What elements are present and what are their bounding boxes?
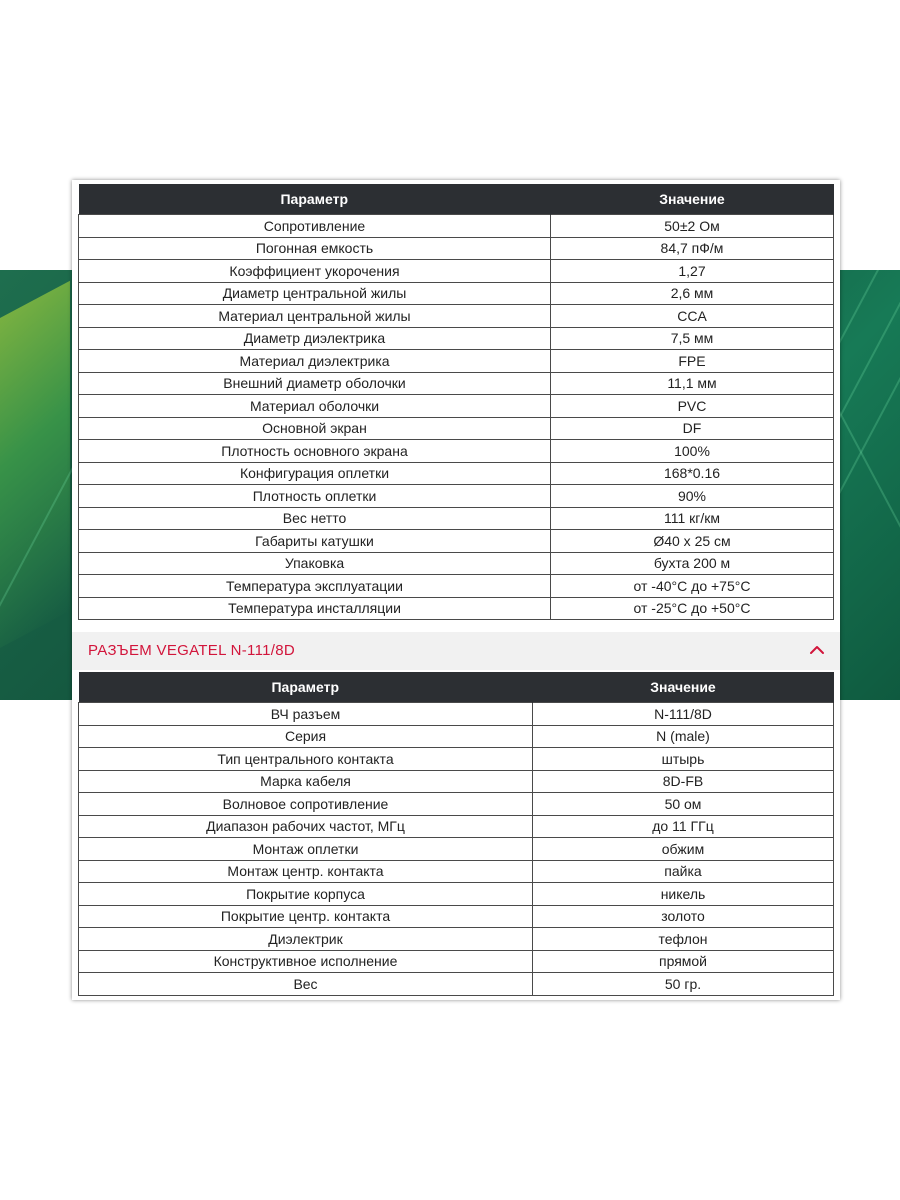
value-cell: 84,7 пФ/м — [551, 237, 834, 260]
table-row — [79, 770, 834, 793]
table-row — [79, 950, 834, 973]
value-cell: пайка — [533, 860, 834, 883]
table-row — [79, 883, 834, 906]
parameter-cell: Коэффициент укорочения — [79, 260, 551, 283]
table-row — [79, 748, 834, 771]
table-row — [79, 530, 834, 553]
table-row — [79, 725, 834, 748]
column-header-value: Значение — [551, 184, 834, 215]
value-cell: 2,6 мм — [551, 282, 834, 305]
parameter-cell: Плотность основного экрана — [79, 440, 551, 463]
value-cell: 11,1 мм — [551, 372, 834, 395]
value-cell: N (male) — [533, 725, 834, 748]
value-cell: штырь — [533, 748, 834, 771]
value-cell: от -40°C до +75°C — [551, 575, 834, 598]
parameter-cell: Волновое сопротивление — [79, 793, 533, 816]
value-cell: 50±2 Ом — [551, 215, 834, 238]
table-row — [79, 793, 834, 816]
value-cell: 7,5 мм — [551, 327, 834, 350]
table-row — [79, 485, 834, 508]
value-cell: обжим — [533, 838, 834, 861]
parameter-cell: ВЧ разъем — [79, 703, 533, 726]
value-cell: FPE — [551, 350, 834, 373]
table-row — [79, 597, 834, 620]
parameter-cell: Диаметр диэлектрика — [79, 327, 551, 350]
value-cell: 50 гр. — [533, 973, 834, 996]
connector-spec-table — [78, 672, 834, 996]
value-cell: 100% — [551, 440, 834, 463]
value-cell: золото — [533, 905, 834, 928]
parameter-cell: Материал оболочки — [79, 395, 551, 418]
parameter-cell: Температура эксплуатации — [79, 575, 551, 598]
cable-spec-table — [78, 184, 834, 620]
connector-section-title: РАЗЪЕМ VEGATEL N-111/8D — [88, 642, 295, 659]
parameter-cell: Диапазон рабочих частот, МГц — [79, 815, 533, 838]
parameter-cell: Плотность оплетки — [79, 485, 551, 508]
parameter-cell: Упаковка — [79, 552, 551, 575]
value-cell: 50 ом — [533, 793, 834, 816]
table-row — [79, 462, 834, 485]
value-cell: от -25°C до +50°C — [551, 597, 834, 620]
table-header-row — [79, 184, 834, 215]
parameter-cell: Серия — [79, 725, 533, 748]
table-row — [79, 237, 834, 260]
parameter-cell: Конфигурация оплетки — [79, 462, 551, 485]
chevron-up-icon[interactable] — [808, 641, 826, 659]
value-cell: DF — [551, 417, 834, 440]
table-row — [79, 440, 834, 463]
parameter-cell: Габариты катушки — [79, 530, 551, 553]
table-row — [79, 395, 834, 418]
value-cell: до 11 ГГц — [533, 815, 834, 838]
parameter-cell: Диаметр центральной жилы — [79, 282, 551, 305]
parameter-cell: Марка кабеля — [79, 770, 533, 793]
parameter-cell: Материал центральной жилы — [79, 305, 551, 328]
parameter-cell: Тип центрального контакта — [79, 748, 533, 771]
table-row — [79, 905, 834, 928]
parameter-cell: Монтаж оплетки — [79, 838, 533, 861]
value-cell: бухта 200 м — [551, 552, 834, 575]
table-header-row — [79, 672, 834, 703]
table-row — [79, 372, 834, 395]
parameter-cell: Покрытие центр. контакта — [79, 905, 533, 928]
value-cell: N-111/8D — [533, 703, 834, 726]
parameter-cell: Материал диэлектрика — [79, 350, 551, 373]
table-row — [79, 305, 834, 328]
spec-card — [72, 180, 840, 1000]
parameter-cell: Покрытие корпуса — [79, 883, 533, 906]
column-header-parameter: Параметр — [79, 184, 551, 215]
table-row — [79, 260, 834, 283]
table-row — [79, 327, 834, 350]
table-row — [79, 215, 834, 238]
value-cell: Ø40 x 25 см — [551, 530, 834, 553]
parameter-cell: Вес — [79, 973, 533, 996]
value-cell: прямой — [533, 950, 834, 973]
parameter-cell: Вес нетто — [79, 507, 551, 530]
table-row — [79, 552, 834, 575]
value-cell: 168*0.16 — [551, 462, 834, 485]
table-row — [79, 703, 834, 726]
parameter-cell: Основной экран — [79, 417, 551, 440]
table-row — [79, 928, 834, 951]
parameter-cell: Монтаж центр. контакта — [79, 860, 533, 883]
table-row — [79, 417, 834, 440]
table-row — [79, 575, 834, 598]
parameter-cell: Внешний диаметр оболочки — [79, 372, 551, 395]
column-header-value: Значение — [533, 672, 834, 703]
value-cell: 90% — [551, 485, 834, 508]
table-row — [79, 838, 834, 861]
table-row — [79, 973, 834, 996]
connector-section-header[interactable] — [72, 632, 840, 670]
table-row — [79, 815, 834, 838]
value-cell: никель — [533, 883, 834, 906]
parameter-cell: Погонная емкость — [79, 237, 551, 260]
value-cell: 111 кг/км — [551, 507, 834, 530]
value-cell: тефлон — [533, 928, 834, 951]
table-row — [79, 860, 834, 883]
table-row — [79, 350, 834, 373]
parameter-cell: Сопротивление — [79, 215, 551, 238]
table-row — [79, 282, 834, 305]
value-cell: 8D-FB — [533, 770, 834, 793]
parameter-cell: Температура инсталляции — [79, 597, 551, 620]
value-cell: CCA — [551, 305, 834, 328]
parameter-cell: Конструктивное исполнение — [79, 950, 533, 973]
value-cell: 1,27 — [551, 260, 834, 283]
table-row — [79, 507, 834, 530]
value-cell: PVC — [551, 395, 834, 418]
column-header-parameter: Параметр — [79, 672, 533, 703]
parameter-cell: Диэлектрик — [79, 928, 533, 951]
background-light-accent — [0, 281, 70, 669]
